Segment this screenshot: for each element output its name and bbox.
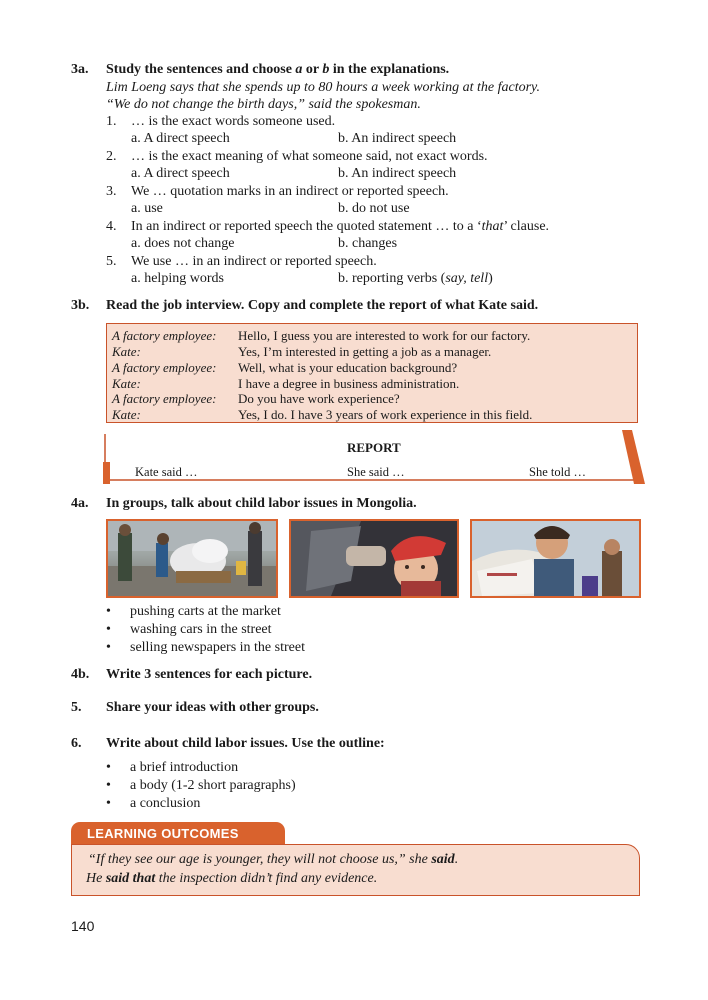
- report-title: REPORT: [347, 440, 401, 455]
- exercise-number: 3a.: [71, 62, 89, 77]
- dialog-speaker: A factory employee:: [112, 328, 217, 343]
- learning-outcomes-box: [71, 844, 640, 896]
- photo-pushing-carts: [106, 519, 278, 598]
- photo-washing-cars-image: [291, 521, 457, 596]
- item-number: 2.: [106, 149, 117, 164]
- bullet-icon: •: [106, 622, 111, 637]
- option-b: b. reporting verbs (say, tell): [338, 271, 493, 286]
- option-a: a. A direct speech: [131, 131, 230, 146]
- dialog-text: Yes, I do. I have 3 years of work experience in this field.: [238, 407, 533, 422]
- item-number: 4.: [106, 219, 117, 234]
- dialog-text: Well, what is your education background?: [238, 360, 458, 375]
- exercise-number: 4b.: [71, 667, 90, 682]
- report-prompt: She told …: [529, 465, 586, 479]
- dialog-text: Yes, I’m interested in getting a job as a manager.: [238, 344, 492, 359]
- exercise-number: 4a.: [71, 496, 89, 511]
- list-item: a body (1-2 short paragraphs): [130, 778, 296, 793]
- learning-outcomes-title: LEARNING OUTCOMES: [71, 822, 285, 845]
- item-number: 5.: [106, 254, 117, 269]
- photo-washing-cars: [289, 519, 459, 598]
- bullet-icon: •: [106, 640, 111, 655]
- learning-outcome-sentence: “If they see our age is younger, they will not choose us,” she said.: [88, 852, 459, 867]
- list-item: washing cars in the street: [130, 622, 272, 637]
- option-a: a. use: [131, 201, 163, 216]
- dialog-speaker: A factory employee:: [112, 391, 217, 406]
- exercise-heading: Write about child labor issues. Use the outline:: [106, 736, 385, 751]
- option-a: a. does not change: [131, 236, 235, 251]
- option-b: b. do not use: [338, 201, 410, 216]
- exercise-number: 5.: [71, 700, 82, 715]
- item-question: In an indirect or reported speech the quoted statement … to a ‘that’ clause.: [131, 219, 550, 234]
- dialog-speaker: Kate:: [112, 376, 141, 391]
- dialog-text: Do you have work experience?: [238, 391, 400, 406]
- dialog-speaker: A factory employee:: [112, 360, 217, 375]
- interview-dialog-box: [106, 323, 638, 423]
- list-item: a brief introduction: [130, 760, 239, 775]
- bullet-icon: •: [106, 760, 111, 775]
- page-number: 140: [71, 918, 95, 934]
- bullet-icon: •: [106, 778, 111, 793]
- exercise-heading: Share your ideas with other groups.: [106, 700, 319, 715]
- exercise-heading: Read the job interview. Copy and complete the report of what Kate said.: [106, 298, 539, 313]
- photo-selling-newspapers: [470, 519, 641, 598]
- item-question: We … quotation marks in an indirect or reported speech.: [131, 184, 449, 199]
- report-prompt: She said …: [347, 465, 405, 479]
- dialog-text: I have a degree in business administration.: [238, 376, 460, 391]
- item-question: … is the exact meaning of what someone said, not exact words.: [131, 149, 488, 164]
- item-question: We use … in an indirect or reported speech.: [131, 254, 377, 269]
- option-b: b. An indirect speech: [338, 166, 457, 181]
- exercise-heading: In groups, talk about child labor issues in Mongolia.: [106, 496, 417, 511]
- item-question: … is the exact words someone used.: [131, 114, 336, 129]
- bullet-icon: •: [106, 796, 111, 811]
- photo-selling-newspapers-image: [472, 521, 639, 596]
- photo-pushing-carts-image: [108, 521, 276, 596]
- list-item: pushing carts at the market: [130, 604, 281, 619]
- dialog-speaker: Kate:: [112, 344, 141, 359]
- option-b: b. An indirect speech: [338, 131, 457, 146]
- option-b: b. changes: [338, 236, 398, 251]
- option-a: a. helping words: [131, 271, 224, 286]
- exercise-number: 6.: [71, 736, 82, 751]
- list-item: a conclusion: [130, 796, 201, 811]
- example-sentence: “We do not change the birth days,” said the spokesman.: [106, 97, 421, 112]
- exercise-number: 3b.: [71, 298, 90, 313]
- dialog-speaker: Kate:: [112, 407, 141, 422]
- option-a: a. A direct speech: [131, 166, 230, 181]
- exercise-heading: Study the sentences and choose a or b in the explanations.: [106, 62, 450, 77]
- dialog-text: Hello, I guess you are interested to work for our factory.: [238, 328, 531, 343]
- list-item: selling newspapers in the street: [130, 640, 305, 655]
- example-sentence: Lim Loeng says that she spends up to 80 hours a week working at the factory.: [106, 80, 540, 95]
- item-number: 1.: [106, 114, 117, 129]
- report-prompt: Kate said …: [135, 465, 198, 479]
- bullet-icon: •: [106, 604, 111, 619]
- exercise-heading: Write 3 sentences for each picture.: [106, 667, 313, 682]
- item-number: 3.: [106, 184, 117, 199]
- learning-outcome-sentence: He said that the inspection didn’t find any evidence.: [86, 871, 378, 886]
